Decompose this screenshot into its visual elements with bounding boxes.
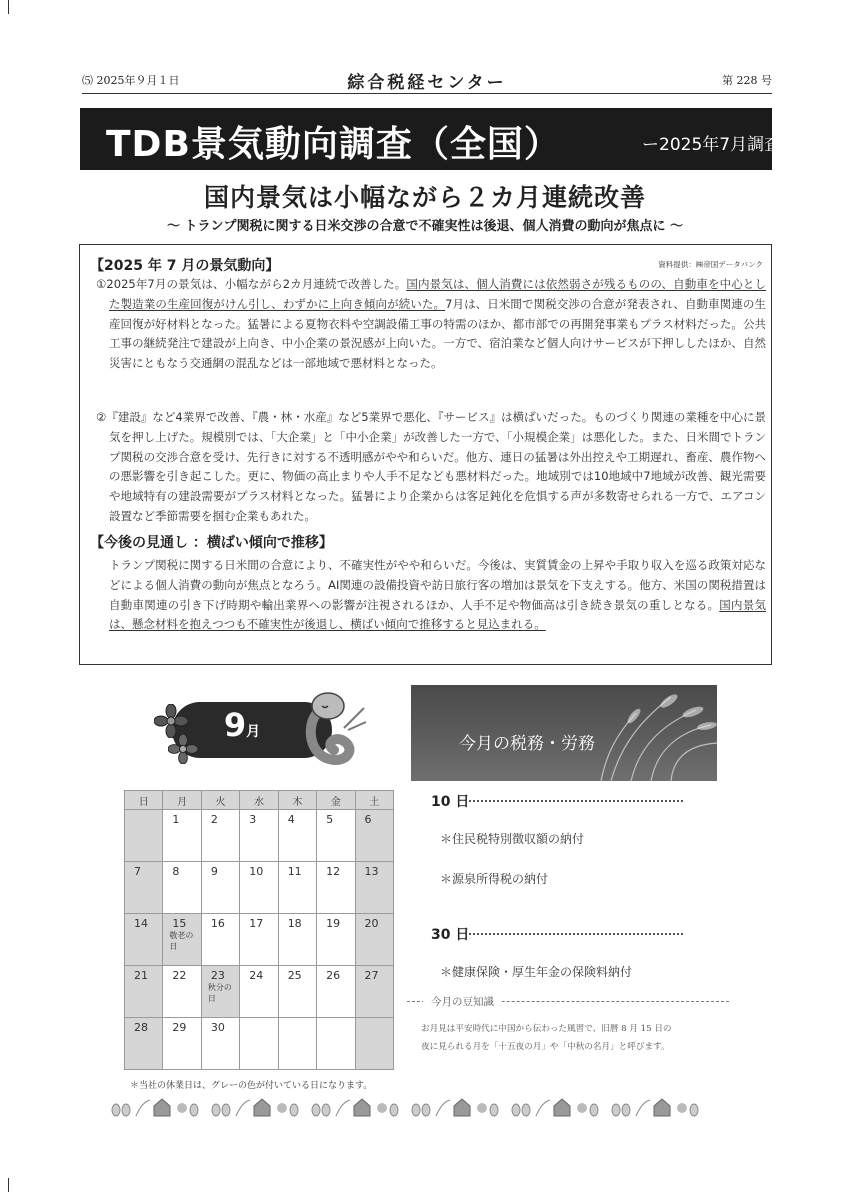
- section-title-outlook: 【今後の見通し ：横ばい傾向で推移】: [90, 535, 333, 551]
- border-ornament: [190, 1104, 198, 1116]
- banner-title: TDB景気動向調査（全国）: [106, 124, 561, 165]
- tax-item: ＊住民税特別徴収額の納付: [440, 832, 585, 846]
- calendar-day-cell: [240, 966, 278, 1018]
- border-ornament: [612, 1104, 620, 1116]
- border-ornament: [677, 1103, 687, 1113]
- border-ornament: [554, 1099, 570, 1116]
- calendar-day-number: 26: [326, 969, 341, 982]
- calendar-day-cell: [240, 862, 278, 914]
- paragraph-3-text: トランプ関税に関する日米間の合意により、不確実性がやや和らいだ。今後は、実質賃金の上昇や手取り収入を巡る政策対応などによる個人消費の動向が焦点となろう。AI関連の設備投資や訪日旅行客の増加は景気を下支えする。他方、米国の関税措置は自動車関連の引き下げ時期や輸出業界への影響が注視されるほか、人手不足や物価高は引き続き景気の重しとなる。: [109, 558, 766, 612]
- paragraph-3-underlined: 国内景気は、懸念材料を抱えつつも不確実性が後退し、横ばい傾向で推移すると見込まれる。: [109, 597, 767, 632]
- calendar-table: [124, 790, 394, 1070]
- trivia-line: 夜に見られる月を「十五夜の月」や「中秋の名月」と呼びます。: [421, 1042, 670, 1052]
- tax-date-10-label: 10 日: [431, 794, 470, 810]
- dotted-leader: [469, 800, 683, 802]
- paragraph-1-underlined: 国内景気は、個人消費には依然弱さが残るものの、自動車を中心とした製造業の生産回復がけん引し、わずかに上向き傾向が続いた。: [109, 277, 766, 311]
- headline: 国内景気は小幅ながら２カ月連続改善: [203, 183, 646, 212]
- tax-section-title: 今月の税務・労務: [459, 734, 595, 754]
- issue-number: 第 228 号: [722, 74, 772, 87]
- calendar-day-number: 10: [249, 865, 264, 878]
- calendar-weekday-row: [125, 791, 394, 810]
- calendar-day-cell: [240, 914, 278, 966]
- trivia-line: お月見は平安時代に中国から伝わった風習で、旧暦 8 月 15 日の: [421, 1024, 672, 1034]
- calendar-day-cell: [163, 862, 201, 914]
- border-ornament: [336, 1100, 350, 1116]
- border-ornament: [222, 1104, 230, 1116]
- calendar-day-cell: [278, 810, 316, 862]
- border-ornament: [590, 1104, 598, 1116]
- calendar-day-cell: [240, 1018, 278, 1070]
- calendar-day-cell: [355, 862, 393, 914]
- flower-icon: [168, 734, 198, 764]
- calendar-day-number: 29: [172, 1021, 187, 1034]
- holiday-label: 敬老の日: [169, 931, 194, 951]
- calendar-day-number: 8: [172, 865, 180, 878]
- calendar-day-cell: [201, 810, 239, 862]
- issue-date: ⑸ 2025年９月１日: [82, 74, 180, 87]
- calendar-day-number: 25: [287, 969, 302, 982]
- paragraph-3: [96, 556, 766, 635]
- calendar-day-cell: [317, 1018, 355, 1070]
- month-suffix: 月: [246, 724, 261, 740]
- flower-icon: [154, 704, 188, 738]
- border-ornament: [690, 1104, 698, 1116]
- calendar-day-number: 12: [326, 865, 341, 878]
- border-ornament: [454, 1099, 470, 1116]
- calendar-day-cell: [125, 914, 163, 966]
- calendar-day-number: 3: [249, 813, 257, 826]
- decorative-border: [108, 1096, 728, 1120]
- calendar-note: ＊当社の休業日は、グレーの色が付いている日になります。: [130, 1081, 373, 1091]
- calendar-day-cell: [317, 966, 355, 1018]
- calendar-day-cell: [201, 966, 239, 1018]
- calendar-day-cell: [163, 810, 201, 862]
- border-ornament: [154, 1099, 170, 1116]
- border-ornament: [212, 1104, 220, 1116]
- border-ornament: [636, 1100, 650, 1116]
- calendar-day-cell: [278, 1018, 316, 1070]
- calendar-day-number: 28: [134, 1021, 148, 1034]
- calendar-day-cell: [163, 914, 201, 966]
- border-ornament: [477, 1103, 487, 1113]
- dotted-leader: [469, 933, 683, 935]
- calendar-day-cell: [201, 862, 239, 914]
- calendar-day-number: 23: [210, 969, 225, 982]
- tax-item: ＊健康保険・厚生年金の保険料納付: [440, 965, 633, 979]
- border-ornament: [236, 1100, 250, 1116]
- calendar-day-cell: [355, 1018, 393, 1070]
- report-box: [79, 244, 772, 665]
- border-ornament: [136, 1100, 150, 1116]
- paragraph-2: ②『建設』など4業界で改善、『農・林・水産』など5業界で悪化、『サービス』は横ばいだった。ものづくり関連の業種を中心に景気を押し上げた。規模別では、「大企業」と「中小企業」が改善した一方で、「小規模企業」は悪化した。また、日米間でトランプ関税の交渉合意を受け、先行きに対する不透明感がやや和らいだ。他方、連日の猛暑は外出控えや工期遅れ、畜産、農作物への悪影響を引き起こした。更に、物価の高止まりや人手不足なども悪材料だった。地域別では10地域中7地域が改善、観光需要や地域特有の建設需要がプラス材料となった。猛暑により企業からは客足鈍化を危惧する声が多数寄せられる一方で、エアコン設置など季節需要を掴む企業もあれた。: [96, 410, 766, 523]
- crop-mark-bottom: [8, 1178, 18, 1192]
- calendar-day-cell: [125, 810, 163, 862]
- calendar-day-cell: [278, 966, 316, 1018]
- calendar-day-number: 18: [287, 917, 302, 930]
- title-banner: [80, 108, 799, 170]
- calendar-day-number: 22: [172, 969, 187, 982]
- border-ornament: [577, 1103, 587, 1113]
- calendar-day-number: 17: [249, 917, 264, 930]
- running-header: [82, 64, 772, 94]
- banner-subtitle: ー2025年7月調査ー: [642, 135, 799, 155]
- calendar-day-cell: [355, 810, 393, 862]
- border-ornament: [254, 1099, 270, 1116]
- crop-mark-top: [8, 0, 18, 14]
- calendar-day-number: 1: [172, 813, 180, 826]
- publication-name: 綜合税経センター: [347, 73, 507, 93]
- border-ornament: [377, 1103, 387, 1113]
- paragraph-1-text-b: 7月は、日米間で関税交渉の合意が発表され、自動車関連の生産回復が好材料となった。猛暑による夏物衣料や空調設備工事の特需のほか、都市部での再開発事業もプラス材料だった。公共工事の継続発注で建設が上向き、中小企業の景況感が上向いた。一方で、宿泊業など個人向けサービスが下押ししたほか、自然災害にともなう交通網の混乱などは一部地域で悪材料となった。: [109, 296, 766, 371]
- border-ornament: [122, 1104, 130, 1116]
- calendar-day-number: 14: [134, 917, 148, 930]
- trivia-text: [421, 1020, 727, 1056]
- calendar-day-number: 7: [134, 865, 141, 878]
- weekday-header: 土: [355, 791, 393, 810]
- weekday-header: 火: [201, 791, 239, 810]
- calendar-day-cell: [125, 862, 163, 914]
- section-title-july: 【2025 年 7 月の景気動向】: [90, 258, 280, 274]
- border-ornament: [290, 1104, 298, 1116]
- calendar-day-cell: [317, 862, 355, 914]
- border-ornament: [354, 1099, 370, 1116]
- month-label: [212, 706, 272, 744]
- calendar-day-cell: [240, 810, 278, 862]
- border-ornament: [412, 1104, 420, 1116]
- calendar-day-number: 19: [326, 917, 341, 930]
- calendar-day-cell: [163, 1018, 201, 1070]
- calendar-day-cell: [201, 1018, 239, 1070]
- weekday-header: 木: [278, 791, 316, 810]
- calendar-day-number: 27: [364, 969, 379, 982]
- calendar-header-illustration: [150, 690, 350, 785]
- tax-item: ＊源泉所得税の納付: [440, 872, 549, 886]
- border-ornament: [277, 1103, 287, 1113]
- paragraph-1-text-a: ①2025年7月の景気は、小幅ながら2カ月連続で改善した。: [96, 277, 407, 291]
- calendar-week-row: [125, 914, 394, 966]
- calendar-day-cell: [317, 914, 355, 966]
- subheadline: 〜 トランプ関税に関する日米交渉の合意で不確実性は後退、個人消費の動向が焦点に 〜: [166, 219, 684, 234]
- weekday-header: 日: [125, 791, 163, 810]
- border-ornament: [390, 1104, 398, 1116]
- calendar-day-number: 2: [210, 813, 218, 826]
- calendar-week-row: [125, 1018, 394, 1070]
- border-ornament: [490, 1104, 498, 1116]
- calendar-day-number: 6: [364, 813, 372, 826]
- border-ornament: [622, 1104, 630, 1116]
- weekday-header: 月: [163, 791, 201, 810]
- tax-date-30-label: 30 日: [431, 927, 470, 943]
- calendar-week-row: [125, 862, 394, 914]
- border-ornament: [112, 1104, 120, 1116]
- weekday-header: 水: [240, 791, 278, 810]
- calendar-day-number: 5: [326, 813, 334, 826]
- border-ornament: [436, 1100, 450, 1116]
- calendar-day-number: 20: [364, 917, 379, 930]
- border-ornament: [522, 1104, 530, 1116]
- calendar-day-cell: [317, 810, 355, 862]
- calendar-day-cell: [355, 966, 393, 1018]
- border-ornament: [322, 1104, 330, 1116]
- border-ornament: [422, 1104, 430, 1116]
- calendar-day-number: 21: [134, 969, 148, 982]
- border-ornament: [312, 1104, 320, 1116]
- calendar-day-number: 13: [364, 865, 379, 878]
- calendar-day-cell: [278, 914, 316, 966]
- calendar-day-cell: [278, 862, 316, 914]
- data-credit: 資料提供：㈱帝国データバンク: [658, 260, 763, 269]
- rabbit-house-motif: [112, 1099, 698, 1116]
- tax-date-10: [431, 791, 469, 811]
- calendar-day-number: 24: [249, 969, 264, 982]
- paragraph-1: [96, 275, 766, 374]
- border-ornament: [177, 1103, 187, 1113]
- tax-section-banner: [411, 685, 717, 781]
- snake-mascot-icon: [298, 688, 368, 778]
- calendar-week-row: [125, 810, 394, 862]
- calendar-day-cell: [355, 914, 393, 966]
- trivia-box: [407, 996, 729, 1067]
- calendar-day-cell: [201, 914, 239, 966]
- calendar-week-row: [125, 966, 394, 1018]
- border-ornament: [512, 1104, 520, 1116]
- calendar-day-number: 9: [210, 865, 218, 878]
- border-ornament: [536, 1100, 550, 1116]
- calendar-day-cell: [125, 966, 163, 1018]
- tax-date-30: [431, 924, 469, 944]
- trivia-label: 今月の豆知識: [423, 994, 502, 1009]
- calendar-day-cell: [125, 1018, 163, 1070]
- weekday-header: 金: [317, 791, 355, 810]
- calendar-day-number: 11: [287, 865, 302, 878]
- calendar-day-cell: [163, 966, 201, 1018]
- calendar-day-number: 4: [287, 813, 295, 826]
- border-ornament: [654, 1099, 670, 1116]
- calendar-day-number: 16: [210, 917, 225, 930]
- month-number: 9: [223, 706, 247, 744]
- calendar-day-number: 15: [172, 917, 187, 930]
- calendar-day-number: 30: [210, 1021, 225, 1034]
- holiday-label: 秋分の日: [207, 983, 232, 1003]
